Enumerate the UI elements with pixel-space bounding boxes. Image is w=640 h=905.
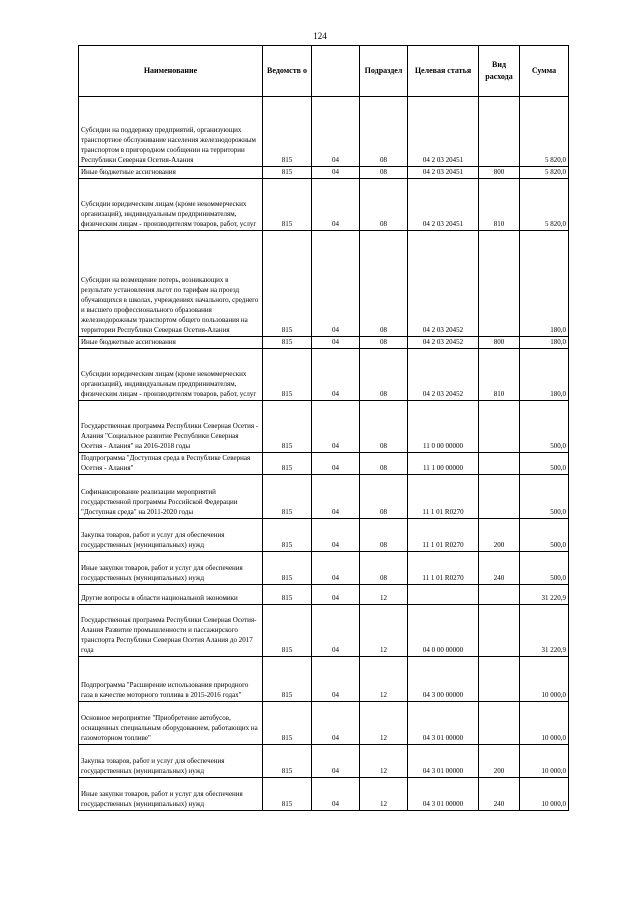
cell-type: [479, 475, 520, 519]
cell-dept: 815: [263, 657, 312, 702]
cell-target: 11 1 00 00000: [408, 453, 479, 475]
cell-target: 04 2 03 20451: [408, 179, 479, 231]
table-row: [79, 401, 569, 453]
table-row: [79, 519, 569, 552]
cell-name: Подпрограмма "Доступная среда в Республике Северная Осетия - Алания": [79, 453, 263, 475]
header-dept: Ведомств о: [263, 46, 312, 97]
cell-type: [479, 585, 520, 605]
cell-section: 04: [312, 349, 360, 401]
cell-name: Основное мероприятие "Приобретение автобусов, оснащенных специальным оборудованием, работающих на газомоторном топливе": [79, 702, 263, 745]
table-row: [79, 778, 569, 811]
cell-subsection: 08: [360, 337, 408, 349]
cell-name: Иные бюджетные ассигнования: [79, 337, 263, 349]
cell-section: 04: [312, 453, 360, 475]
cell-target: 04 3 01 00000: [408, 778, 479, 811]
cell-name: Государственная программа Республики Северная Осетия - Алания "Социальное развитие Республики Северная Осетия - Алания" на 2016-2018 годы: [79, 401, 263, 453]
cell-subsection: 08: [360, 552, 408, 585]
cell-sum: 500,0: [520, 552, 569, 585]
cell-type: 800: [479, 337, 520, 349]
cell-subsection: 12: [360, 778, 408, 811]
cell-target: 04 2 03 20451: [408, 167, 479, 179]
cell-dept: 815: [263, 167, 312, 179]
cell-type: 810: [479, 179, 520, 231]
cell-name: Иные закупки товаров, работ и услуг для обеспечения государственных (муниципальных) нужд: [79, 552, 263, 585]
cell-section: 04: [312, 585, 360, 605]
budget-table: [78, 45, 569, 811]
table-row: [79, 585, 569, 605]
header-type: Вид расхода: [479, 46, 520, 97]
cell-dept: 815: [263, 702, 312, 745]
cell-target: 04 0 00 00000: [408, 605, 479, 657]
cell-name: Подпрограмма "Расширение использования природного газа в качестве моторного топлива в 2015-2016 годах": [79, 657, 263, 702]
table-row: [79, 475, 569, 519]
table-row: [79, 552, 569, 585]
header-section: [312, 46, 360, 97]
cell-section: 04: [312, 231, 360, 337]
cell-sum: 500,0: [520, 453, 569, 475]
cell-section: 04: [312, 657, 360, 702]
cell-target: 04 3 00 00000: [408, 657, 479, 702]
cell-target: [408, 585, 479, 605]
header-sum: Сумма: [520, 46, 569, 97]
table-row: [79, 453, 569, 475]
cell-dept: 815: [263, 453, 312, 475]
cell-dept: 815: [263, 97, 312, 167]
cell-dept: 815: [263, 231, 312, 337]
cell-section: 04: [312, 167, 360, 179]
cell-dept: 815: [263, 519, 312, 552]
cell-section: 04: [312, 97, 360, 167]
cell-target: 11 0 00 00000: [408, 401, 479, 453]
cell-dept: 815: [263, 745, 312, 778]
cell-subsection: 08: [360, 519, 408, 552]
cell-subsection: 08: [360, 167, 408, 179]
table-row: [79, 605, 569, 657]
cell-section: 04: [312, 401, 360, 453]
cell-dept: 815: [263, 778, 312, 811]
cell-target: 04 2 03 20451: [408, 97, 479, 167]
cell-sum: 500,0: [520, 401, 569, 453]
cell-name: Субсидии юридическим лицам (кроме некоммерческих организаций), индивидуальным предпринимателям, физическим лицам - производителям товаров, работ, услуг: [79, 349, 263, 401]
cell-dept: 815: [263, 475, 312, 519]
cell-dept: 815: [263, 585, 312, 605]
cell-name: Закупка товаров, работ и услуг для обеспечения государственных (муниципальных) нужд: [79, 745, 263, 778]
cell-name: Иные закупки товаров, работ и услуг для обеспечения государственных (муниципальных) нужд: [79, 778, 263, 811]
cell-name: Субсидии на поддержку предприятий, организующих транспортное обслуживание населения железнодорожным транспортом в пригородном сообщении на территории Республики Северная Осетия-Алания: [79, 97, 263, 167]
cell-type: [479, 657, 520, 702]
table-row: [79, 702, 569, 745]
cell-target: 04 2 03 20452: [408, 337, 479, 349]
cell-dept: 815: [263, 552, 312, 585]
cell-name: Другие вопросы в области национальной экономики: [79, 585, 263, 605]
cell-sum: 31 220,9: [520, 605, 569, 657]
cell-subsection: 08: [360, 349, 408, 401]
cell-type: 200: [479, 745, 520, 778]
cell-sum: 180,0: [520, 337, 569, 349]
cell-type: [479, 401, 520, 453]
cell-subsection: 08: [360, 179, 408, 231]
table-row: [79, 231, 569, 337]
header-row: [79, 46, 569, 97]
cell-target: 04 3 01 00000: [408, 702, 479, 745]
cell-sum: 31 220,9: [520, 585, 569, 605]
cell-section: 04: [312, 552, 360, 585]
cell-target: 04 2 03 20452: [408, 349, 479, 401]
cell-name: Иные бюджетные ассигнования: [79, 167, 263, 179]
cell-subsection: 12: [360, 657, 408, 702]
cell-sum: 180,0: [520, 349, 569, 401]
cell-subsection: 08: [360, 475, 408, 519]
cell-section: 04: [312, 519, 360, 552]
cell-name: Закупка товаров, работ и услуг для обеспечения государственных (муниципальных) нужд: [79, 519, 263, 552]
cell-subsection: 08: [360, 453, 408, 475]
cell-dept: 815: [263, 605, 312, 657]
cell-sum: 180,0: [520, 231, 569, 337]
cell-section: 04: [312, 605, 360, 657]
table-row: [79, 657, 569, 702]
cell-sum: 500,0: [520, 519, 569, 552]
header-target: Целевая статья: [408, 46, 479, 97]
cell-section: 04: [312, 778, 360, 811]
cell-subsection: 12: [360, 605, 408, 657]
cell-sum: 5 820,0: [520, 167, 569, 179]
table-row: [79, 167, 569, 179]
cell-target: 11 1 01 R0270: [408, 519, 479, 552]
table-row: [79, 179, 569, 231]
cell-sum: 10 000,0: [520, 657, 569, 702]
cell-section: 04: [312, 475, 360, 519]
header-subsection: Подраздел: [360, 46, 408, 97]
cell-type: 240: [479, 552, 520, 585]
cell-type: [479, 231, 520, 337]
cell-subsection: 12: [360, 745, 408, 778]
cell-target: 11 1 01 R0270: [408, 475, 479, 519]
table-row: [79, 349, 569, 401]
cell-type: 800: [479, 167, 520, 179]
cell-name: Государственная программа Республики Северная Осетия-Алания Развитие промышленности и пассажирского транспорта Республики Северная Осетия Алания до 2017 года: [79, 605, 263, 657]
cell-type: [479, 702, 520, 745]
cell-name: Софинансирование реализации мероприятий государственной программы Российской Федерации "Доступная среда" на 2011-2020 годы: [79, 475, 263, 519]
cell-target: 04 3 01 00000: [408, 745, 479, 778]
cell-sum: 500,0: [520, 475, 569, 519]
cell-subsection: 08: [360, 231, 408, 337]
cell-subsection: 12: [360, 702, 408, 745]
cell-subsection: 08: [360, 401, 408, 453]
table-row: [79, 97, 569, 167]
table-row: [79, 337, 569, 349]
cell-type: [479, 605, 520, 657]
cell-type: [479, 453, 520, 475]
cell-type: 200: [479, 519, 520, 552]
cell-type: [479, 97, 520, 167]
cell-type: 810: [479, 349, 520, 401]
cell-sum: 5 820,0: [520, 97, 569, 167]
cell-dept: 815: [263, 179, 312, 231]
cell-name: Субсидии юридическим лицам (кроме некоммерческих организаций), индивидуальным предпринимателям, физическим лицам - производителям товаров, работ, услуг: [79, 179, 263, 231]
cell-target: 11 1 01 R0270: [408, 552, 479, 585]
cell-target: 04 2 03 20452: [408, 231, 479, 337]
cell-name: Субсидии на возмещение потерь, возникающих в результате установления льгот по тарифам на проезд обучающихся в школах, учреждениях начального, среднего и высшего профессионального образования железнодорожным транспортом общего пользования на территории Республики Северная Осетия-Алания: [79, 231, 263, 337]
table-row: [79, 745, 569, 778]
cell-type: 240: [479, 778, 520, 811]
cell-sum: 5 820,0: [520, 179, 569, 231]
cell-sum: 10 000,0: [520, 778, 569, 811]
cell-dept: 815: [263, 337, 312, 349]
cell-sum: 10 000,0: [520, 745, 569, 778]
cell-section: 04: [312, 745, 360, 778]
cell-subsection: 08: [360, 97, 408, 167]
cell-dept: 815: [263, 401, 312, 453]
page-number: 124: [313, 31, 327, 41]
header-name: Наименование: [79, 46, 263, 97]
cell-sum: 10 000,0: [520, 702, 569, 745]
cell-section: 04: [312, 337, 360, 349]
cell-dept: 815: [263, 349, 312, 401]
cell-subsection: 12: [360, 585, 408, 605]
cell-section: 04: [312, 702, 360, 745]
cell-section: 04: [312, 179, 360, 231]
